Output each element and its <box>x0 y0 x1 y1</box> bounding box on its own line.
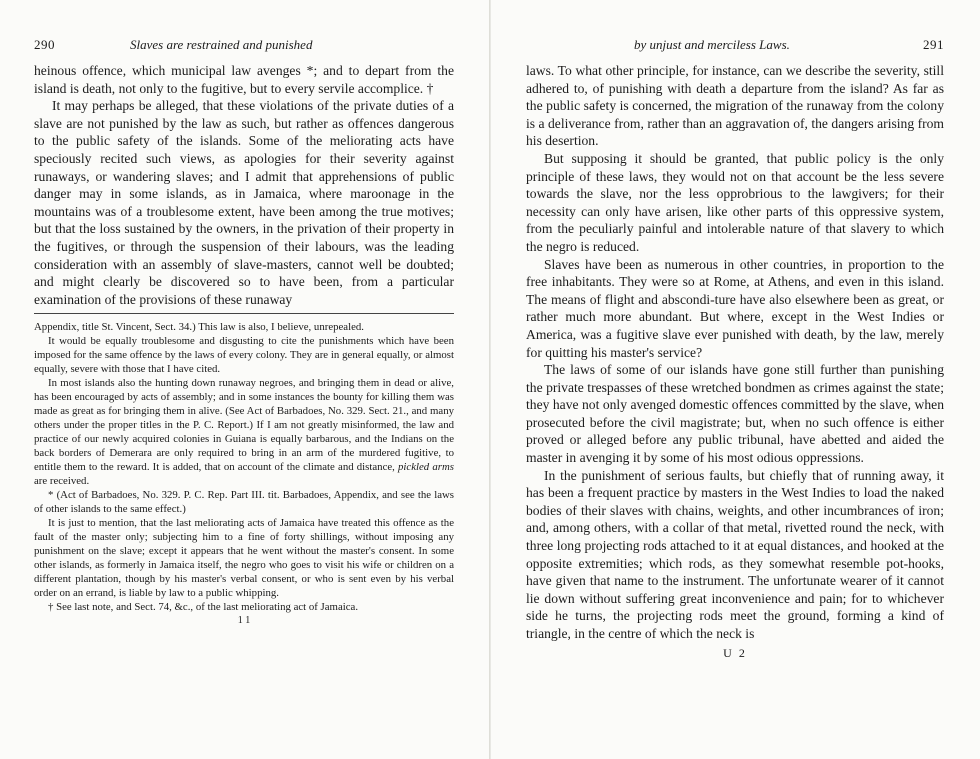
right-body-text <box>526 62 944 643</box>
left-footnotes <box>34 320 454 614</box>
right-paragraph-3: Slaves have been as numerous in other countries, in proportion to the free inhabitants. They were so at Rome, at Athens, and even in this island. The means of flight and abscondi-ture have also elsewhere been as great, or rather much more abundant. But where, except in the West Indies or America, was a fugitive slave ever punished with death, by the law, merely for quitting his master's service? <box>526 256 944 360</box>
footnote-rule <box>34 313 454 314</box>
right-paragraph-5: In the punishment of serious faults, but chiefly that of running away, it has been a frequent practice by masters in the West Indies to load the naked bodies of their slaves with chains, weights, and other incumbrances of iron; and, among others, with a collar of that metal, rivetted round the neck, with three long projecting rods attached to it at equal distances, and hooked at the opposite extremities; which rods, as they somewhat resemble pot-hooks, have given that name to the instrument. The unfortunate wearer of it cannot lie down without suffering great inconvenience and pain; for to whichever side he turns, the projecting rods meet the ground, forming a kind of triangle, in the centre of which the neck is <box>526 467 944 641</box>
footnote-4: * (Act of Barbadoes, No. 329. P. C. Rep. Part III. tit. Barbadoes, Appendix, and see the laws of other islands to the same effect.) <box>34 489 454 516</box>
left-body-text <box>34 62 454 308</box>
footnote-3-tail: are received. <box>34 475 90 488</box>
footnote-3-emphasis: pickled arms <box>398 461 454 474</box>
footnote-3 <box>34 376 454 488</box>
right-page <box>490 0 980 759</box>
right-running-title: by unjust and merciless Laws. <box>634 37 790 52</box>
footnote-2: It would be equally troublesome and disgusting to cite the punishments which have been imposed for the same offence by the laws of every colony. They are in general equally, or almost equally, severe with those that I have cited. <box>34 335 454 376</box>
left-running-title: Slaves are restrained and punished <box>130 37 313 52</box>
right-paragraph-2: But supposing it should be granted, that public policy is the only principle of these laws, they would not on that account be the less severe towards the slave, nor the less opprobrious to the lawgivers; for their necessity can only have arisen, like other parts of this oppressive system, from the peculiarly painful and intolerable nature of that slavery to which the negro is reduced. <box>526 150 944 254</box>
right-running-head <box>526 36 944 54</box>
right-paragraph-4: The laws of some of our islands have gone still further than punishing the private trespasses of these wretched bondmen as crimes against the state; they have not only avenged domestic offences committed by the slave, when prosecuted before the civil magistrate; but, when no such offence is either proved or alleged before any public tribunal, have abetted and aided the master in avenging it by some of his most odious oppressions. <box>526 362 944 466</box>
footnote-1: Appendix, title St. Vincent, Sect. 34.) This law is also, I believe, unrepealed. <box>34 321 364 334</box>
left-running-head <box>34 36 454 54</box>
footnote-6: † See last note, and Sect. 74, &c., of the last meliorating act of Jamaica. <box>48 601 359 614</box>
right-paragraph-1: laws. To what other principle, for instance, can we describe the severity, still adhered to, of punishing with death a departure from the island? As far as the public safety is concerned, the migration of the runaway from the colony is a deliverance from, rather than an aggravation of, the dangers arising from his desertion. <box>526 63 944 149</box>
right-signature-mark: U 2 <box>723 645 747 660</box>
left-paragraph-2: It may perhaps be alleged, that these violations of the private duties of a slave are not punished by the law as such, but rather as offences dangerous to the public safety of the islands. Some of the meliorating acts have speciously recited such views, as apologies for their severity against runaways, or wandering slaves; and I admit that apprehensions of public danger may in some islands, as in Jamaica, where maroonage in the mountains was of a troublesome extent, have been among the true motives; but that the loss sustained by the owners, in the privation of their property in the fugitives, or through the suspension of their labours, was the leading consideration with an assembly of slave-masters, cannot well be doubted; and might clearly be discovered so to have been, from a particular examination of the provisions of these runaway <box>34 98 454 307</box>
left-page-number: 290 <box>34 37 55 52</box>
left-paragraph-1: heinous offence, which municipal law avenges *; and to depart from the island is death, not only to the fugitive, but to every servile accomplice. † <box>34 63 454 96</box>
footnote-3-text: In most islands also the hunting down runaway negroes, and bringing them in dead or alive, has been encouraged by acts of assembly; and in some instances the bounty for killing them was made as great as for bringing them in alive. (See Act of Barbadoes, No. 329. Sect. 21., and many others under the proper titles in the P. C. Report.) If I am not greatly misinformed, the law and practice of our newly acquired colonies in Guiana is equally barbarous, and the Indians on the back borders of Demerara are only required to bring in an arm of the murdered fugitive, to entitle them to the reward. It is added, that on account of the climate and distance, <box>34 377 454 474</box>
right-page-number: 291 <box>923 37 944 52</box>
footnote-5: It is just to mention, that the last meliorating acts of Jamaica have treated this offence as the fault of the master only; subjecting him to a fine of forty shillings, without imposing any punishment on the slave; except it appears that he went without the master's consent. In some other islands, as formerly in Jamaica itself, the negro who goes to visit his wife or children on a different plantation, though by his master's verbal consent, or who is sent even by his verbal order on an errand, is liable by law to a public whipping. <box>34 517 454 600</box>
left-signature-mark: 1 1 <box>237 615 251 627</box>
